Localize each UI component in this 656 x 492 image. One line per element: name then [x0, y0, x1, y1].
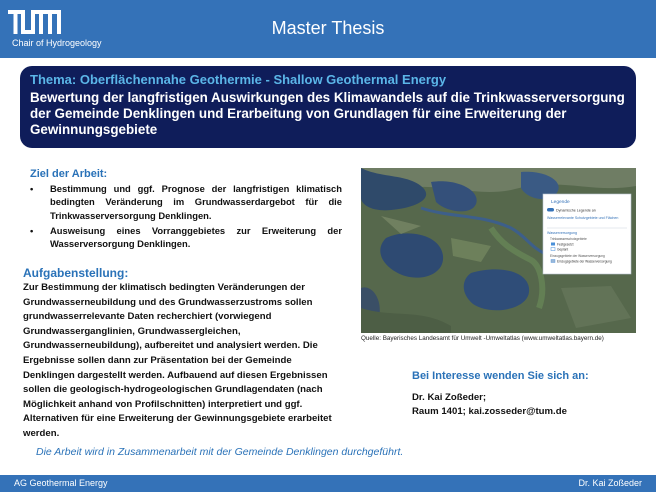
task-heading: Aufgabenstellung:	[23, 266, 129, 280]
task-description: Zur Bestimmung der klimatisch bedingten Veränderungen der Grundwasserneubildung und des Grundwasserzustroms sollen grundwasserrelevante Daten recherchiert (vorwiegend Grundwasserganglinien, Grundwassergleichen, Grundwasserneubildung), aufbereitet und analysiert werden. Die Ergebnisse sollen dann zur Präsentation bei der Gemeinde Denklingen dargestellt werden. Aufbauend auf diesen Ergebnissen sollen die geologisch-hydrogeologischen Grundlagendaten (nach Möglichkeit anhand von Profilschnitten) interpretiert und ggf. Alternativen für eine Erweiterung der Gewinnungsgebiete erarbeitet werden.	[23, 282, 332, 439]
topic-banner	[20, 66, 636, 148]
legend-subgroup: Trinkwasserschutzgebiete	[550, 237, 587, 241]
footer-author: Dr. Kai Zoßeder	[578, 478, 642, 488]
list-item	[28, 182, 342, 222]
goal-heading: Ziel der Arbeit:	[30, 168, 108, 180]
legend-item: Geplant	[557, 247, 569, 252]
map-legend-panel	[543, 194, 631, 274]
legend-toggle-icon	[547, 208, 554, 212]
legend-subgroup: Einzugsgebiete der Wasserversorgung	[550, 254, 605, 258]
goal-item-text: Bestimmung und ggf. Prognose der langfristigen klimatisch bedingten Veränderung im Grundwasserdargebot für die Trinkwasserversorgung Denklingen.	[50, 183, 342, 221]
footer-group: AG Geothermal Energy	[14, 478, 108, 488]
thesis-subtitle: Bewertung der langfristigen Auswirkungen des Klimawandels auf die Trinkwasserversorgung der Gemeinde Denklingen und Erarbeitung von Grundlagen für eine Erweiterung der Gewinnungsgebiete	[30, 90, 625, 137]
goal-item-text: Ausweisung eines Vorranggebietes zur Erweiterung der Wasserversorgung Denklingen.	[50, 224, 342, 250]
contact-name: Dr. Kai Zoßeder;	[412, 392, 487, 403]
contact-heading: Bei Interesse wenden Sie sich an:	[412, 370, 589, 382]
header-bar	[0, 0, 656, 58]
bullet-icon: •	[30, 183, 34, 194]
list-item	[28, 224, 342, 251]
footer-bar	[0, 475, 656, 492]
legend-item: Einzugsgebiete der Wasserversorgung	[557, 259, 612, 264]
chair-label: Chair of Hydrogeology	[12, 38, 102, 48]
map-image	[361, 168, 636, 333]
page-title: Master Thesis	[271, 18, 385, 38]
satellite-map-graphic	[361, 168, 636, 333]
legend-section: Wasserrelevante Schutzgebiete und Flächen	[547, 216, 619, 220]
goal-list	[28, 182, 342, 252]
legend-item: Festgesetzt	[557, 242, 574, 247]
legend-group: Wasserversorgung	[547, 231, 578, 235]
legend-swatch-icon	[551, 260, 555, 263]
legend-title: Legende	[551, 200, 570, 205]
legend-swatch-icon	[551, 243, 555, 246]
legend-toggle-label: Dynamische Legende an	[556, 208, 596, 213]
bullet-icon: •	[30, 224, 34, 236]
collaboration-note: Die Arbeit wird in Zusammenarbeit mit der Gemeinde Denklingen durchgeführt.	[36, 446, 404, 458]
map-caption: Quelle: Bayerisches Landesamt für Umwelt -Umweltatlas (www.umweltatlas.bayern.de)	[361, 335, 604, 342]
topic-title: Thema: Oberflächennahe Geothermie - Shallow Geothermal Energy	[30, 72, 447, 87]
contact-room-email[interactable]: Raum 1401; kai.zosseder@tum.de	[412, 406, 567, 417]
